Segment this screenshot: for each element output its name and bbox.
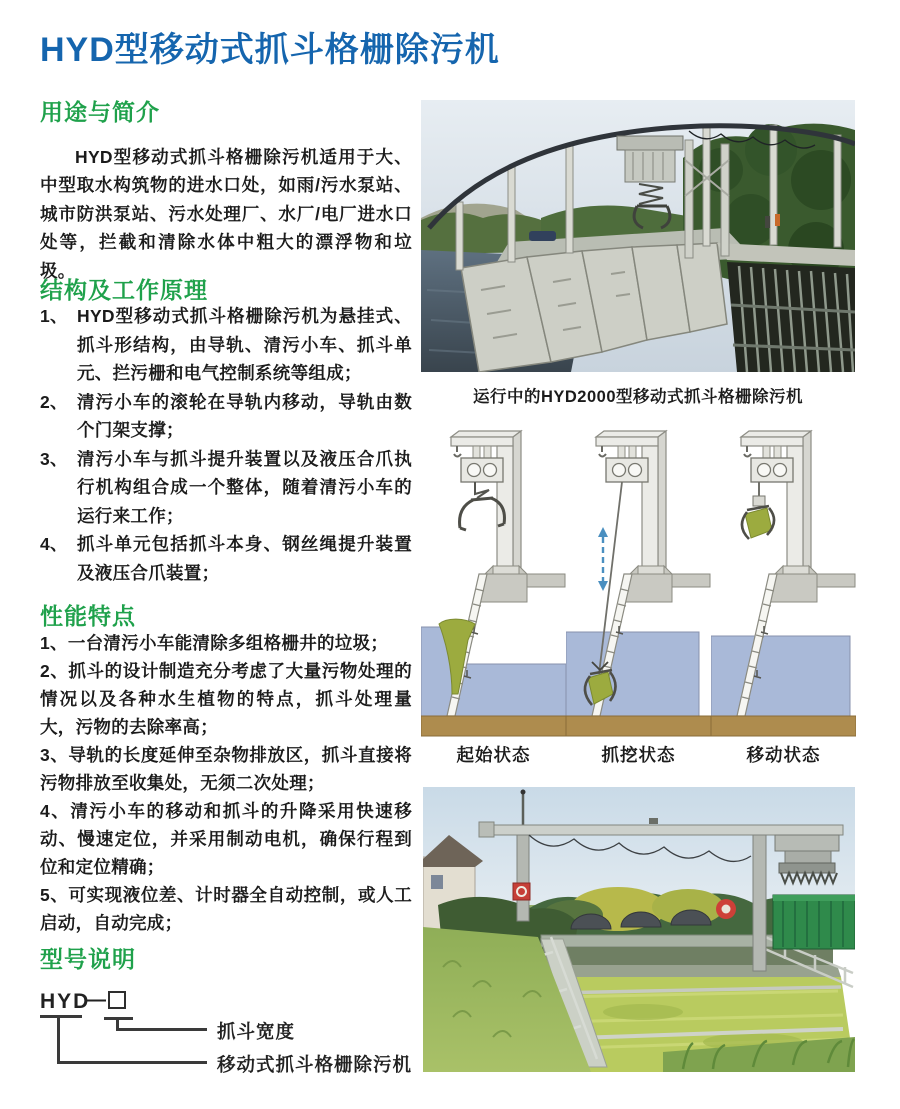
platform <box>769 566 855 602</box>
list-item: 5、可实现液位差、计时器全自动控制，或人工启动，自动完成； <box>40 885 412 933</box>
list-item: 4、清污小车的移动和抓斗的升降采用快速移动、慢速定位，并采用制动电机，确保行程到位和定位精确； <box>40 801 412 877</box>
beam-hook <box>599 446 606 457</box>
connector-line <box>57 1061 207 1064</box>
model-designation-diagram <box>40 990 420 1090</box>
caption-grabbing-state: 抓挖状态 <box>601 745 676 765</box>
item-text: 清污小车与抓斗提升装置以及液压合爪执行机构组合成一个整体，随着清污小车的运行来工作； <box>77 448 412 526</box>
water <box>566 632 699 716</box>
intro-paragraph: HYD型移动式抓斗格栅除污机适用于大、中型取水构筑物的进水口处，如雨/污水泵站、城市防洪泵站、污水处理厂、水厂/电厂进水口处等，拦截和清除水体中粗大的漂浮物和垃圾。 <box>40 146 412 281</box>
green-container <box>773 895 855 949</box>
top-photo-illustration <box>421 100 855 372</box>
list-item: 1、一台清污小车能清除多组格栅井的垃圾； <box>40 633 389 653</box>
beam-hook <box>744 446 751 457</box>
list-item <box>40 445 412 531</box>
platform <box>479 566 565 602</box>
monorail-beam <box>481 825 843 835</box>
underline <box>104 1017 133 1020</box>
water-downstream <box>454 664 566 716</box>
list-item: 3、导轨的长度延伸至杂物排放区，抓斗直接将污物排放至收集处，无须二次处理； <box>40 745 412 793</box>
list-item <box>40 530 412 587</box>
ground <box>711 716 856 736</box>
item-text: 清污小车的滚轮在导轨内移动，导轨由数个门架支撑； <box>77 391 412 440</box>
model-dash: — <box>86 989 106 1011</box>
diagram-moving-state <box>711 422 856 738</box>
beam-hook <box>454 446 461 457</box>
diagram-initial-state <box>421 422 566 738</box>
connector-line <box>57 1017 60 1063</box>
worker-figure <box>765 216 770 228</box>
page-title: HYD型移动式抓斗格栅除污机 <box>40 31 500 69</box>
top-photo-machine-in-operation <box>421 100 855 372</box>
item-number: 3、 <box>40 448 68 469</box>
weir-face <box>543 947 833 965</box>
connector-line <box>116 1028 207 1031</box>
top-photo-caption: 运行中的HYD2000型移动式抓斗格栅除污机 <box>472 388 804 406</box>
water <box>711 636 850 716</box>
list-item: 2、抓斗的设计制造充分考虑了大量污物处理的情况以及各种水生植物的特点，抓斗处理量大，污物的去除率高； <box>40 661 412 737</box>
caption-initial-state: 起始状态 <box>456 745 531 765</box>
item-number: 2、 <box>40 391 68 412</box>
ground <box>566 716 711 736</box>
state-captions <box>421 742 856 767</box>
list-item <box>40 388 412 445</box>
weir-step <box>543 965 841 977</box>
left-post <box>517 835 529 921</box>
features-list <box>40 629 412 937</box>
bottom-photo-machine-over-channel <box>423 787 855 1072</box>
item-number: 1、 <box>40 306 68 326</box>
lifebuoy-box <box>513 883 530 900</box>
item-text: HYD型移动式抓斗格栅除污机为悬挂式、抓斗形结构，由导轨、清污小车、抓斗单元、拦污栅和电气控制系统等组成； <box>77 306 412 383</box>
label-grab-width: 抓斗宽度 <box>217 1021 296 1042</box>
diagram-grabbing-state <box>566 422 711 738</box>
right-post <box>753 835 766 971</box>
state-diagrams <box>421 422 856 738</box>
structure-list <box>40 302 412 587</box>
item-number: 4、 <box>40 534 68 554</box>
caption-moving-state: 移动状态 <box>746 745 821 765</box>
ground <box>421 716 566 736</box>
model-placeholder-box <box>108 991 126 1009</box>
heading-model: 型号说明 <box>40 946 136 972</box>
heading-features: 性能特点 <box>40 603 136 629</box>
list-item <box>40 302 412 388</box>
heading-structure: 结构及工作原理 <box>40 277 208 303</box>
bottom-photo-illustration <box>423 787 855 1072</box>
heading-intro: 用途与简介 <box>40 99 160 125</box>
motion-arrows <box>598 527 608 591</box>
worker-figure <box>775 214 780 226</box>
underline <box>40 1015 82 1018</box>
item-text: 抓斗单元包括抓斗本身、钢丝绳提升装置及液压合爪装置； <box>77 534 412 583</box>
model-prefix: HYD <box>40 990 91 1013</box>
beam-lamp <box>649 818 658 824</box>
label-machine-name: 移动式抓斗格栅除污机 <box>217 1054 413 1075</box>
parked-car <box>529 231 556 241</box>
grab-lifted-with-debris <box>742 482 774 539</box>
platform <box>624 566 710 602</box>
